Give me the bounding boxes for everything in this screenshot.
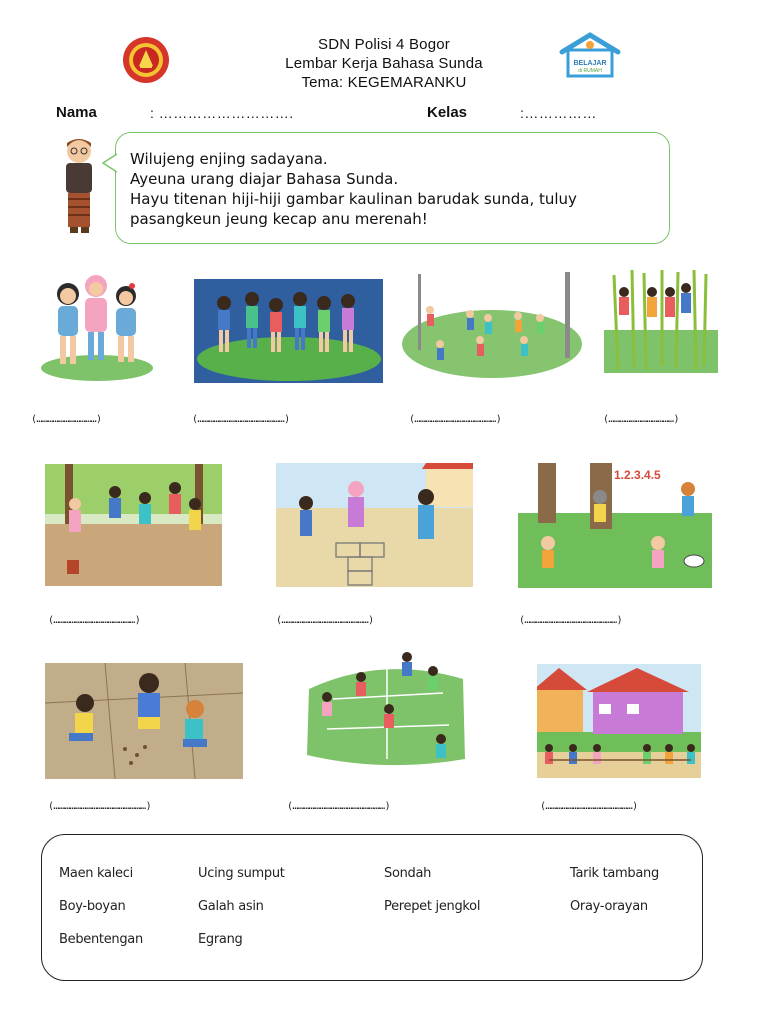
answer-blank-5[interactable]: (………………………………………) [48, 615, 141, 626]
picture-1-children-game [38, 264, 156, 382]
theme-line: Tema: KEGEMARANKU [301, 74, 467, 91]
word-bank-item[interactable]: Tarik tambang [570, 866, 659, 881]
word-bank-item[interactable]: Maen kaleci [59, 866, 133, 881]
picture-6-children-game [276, 463, 473, 587]
speech-bubble-tail [102, 152, 118, 174]
word-bank-item[interactable]: Sondah [384, 866, 432, 881]
worksheet-title: Lembar Kerja Bahasa Sunda [285, 55, 483, 72]
word-bank-item[interactable]: Perepet jengkol [384, 899, 481, 914]
instruction-line-4: pasangkeun jeung kecap anu merenah! [130, 210, 428, 228]
answer-blank-7[interactable]: (……………………………………………) [519, 615, 622, 626]
word-bank-item[interactable]: Oray-orayan [570, 899, 648, 914]
instruction-line-1: Wilujeng enjing sadayana. [130, 150, 328, 168]
word-bank-item[interactable]: Bebentengan [59, 932, 143, 947]
picture-8-children-game [45, 663, 243, 779]
counting-text: 1.2.3.4.5 [614, 468, 661, 482]
teacher-illustration [54, 135, 104, 235]
nama-label: Nama [56, 104, 97, 121]
logo-text-2: di RUMAH [578, 68, 602, 74]
kelas-field[interactable]: :…………… [520, 105, 597, 121]
picture-2-children-game [194, 279, 383, 383]
word-bank-item[interactable]: Boy-boyan [59, 899, 126, 914]
answer-blank-1[interactable]: (……………………………) [31, 414, 102, 425]
answer-blank-4[interactable]: (………………………………) [603, 414, 679, 425]
answer-blank-6[interactable]: (…………………………………………) [276, 615, 374, 626]
kelas-label: Kelas [427, 104, 468, 121]
word-bank-item[interactable]: Egrang [198, 932, 243, 947]
nama-field[interactable]: : ………………………. [150, 105, 294, 121]
picture-3-children-game [400, 270, 585, 380]
picture-5-children-game [45, 464, 222, 586]
answer-blank-3[interactable]: (………………………………………) [409, 414, 502, 425]
picture-4-children-game [604, 270, 718, 373]
instruction-text [130, 149, 660, 229]
picture-10-children-game [537, 664, 701, 778]
instruction-line-3: Hayu titenan hiji-hiji gambar kaulinan barudak sunda, tuluy [130, 190, 577, 208]
answer-blank-9[interactable]: (……………………………………………) [287, 801, 390, 812]
answer-blank-8[interactable]: (……………………………………………) [48, 801, 151, 812]
answer-blank-2[interactable]: (…………………………………………) [192, 414, 290, 425]
word-bank-item[interactable]: Ucing sumput [198, 866, 285, 881]
answer-blank-10[interactable]: (…………………………………………) [540, 801, 638, 812]
school-name: SDN Polisi 4 Bogor [318, 36, 450, 53]
instruction-line-2: Ayeuna urang diajar Bahasa Sunda. [130, 170, 399, 188]
picture-7-children-game [518, 463, 712, 588]
picture-9-children-game [303, 649, 466, 783]
word-bank-item[interactable]: Galah asin [198, 899, 264, 914]
logo-text-1: BELAJAR [573, 60, 607, 67]
